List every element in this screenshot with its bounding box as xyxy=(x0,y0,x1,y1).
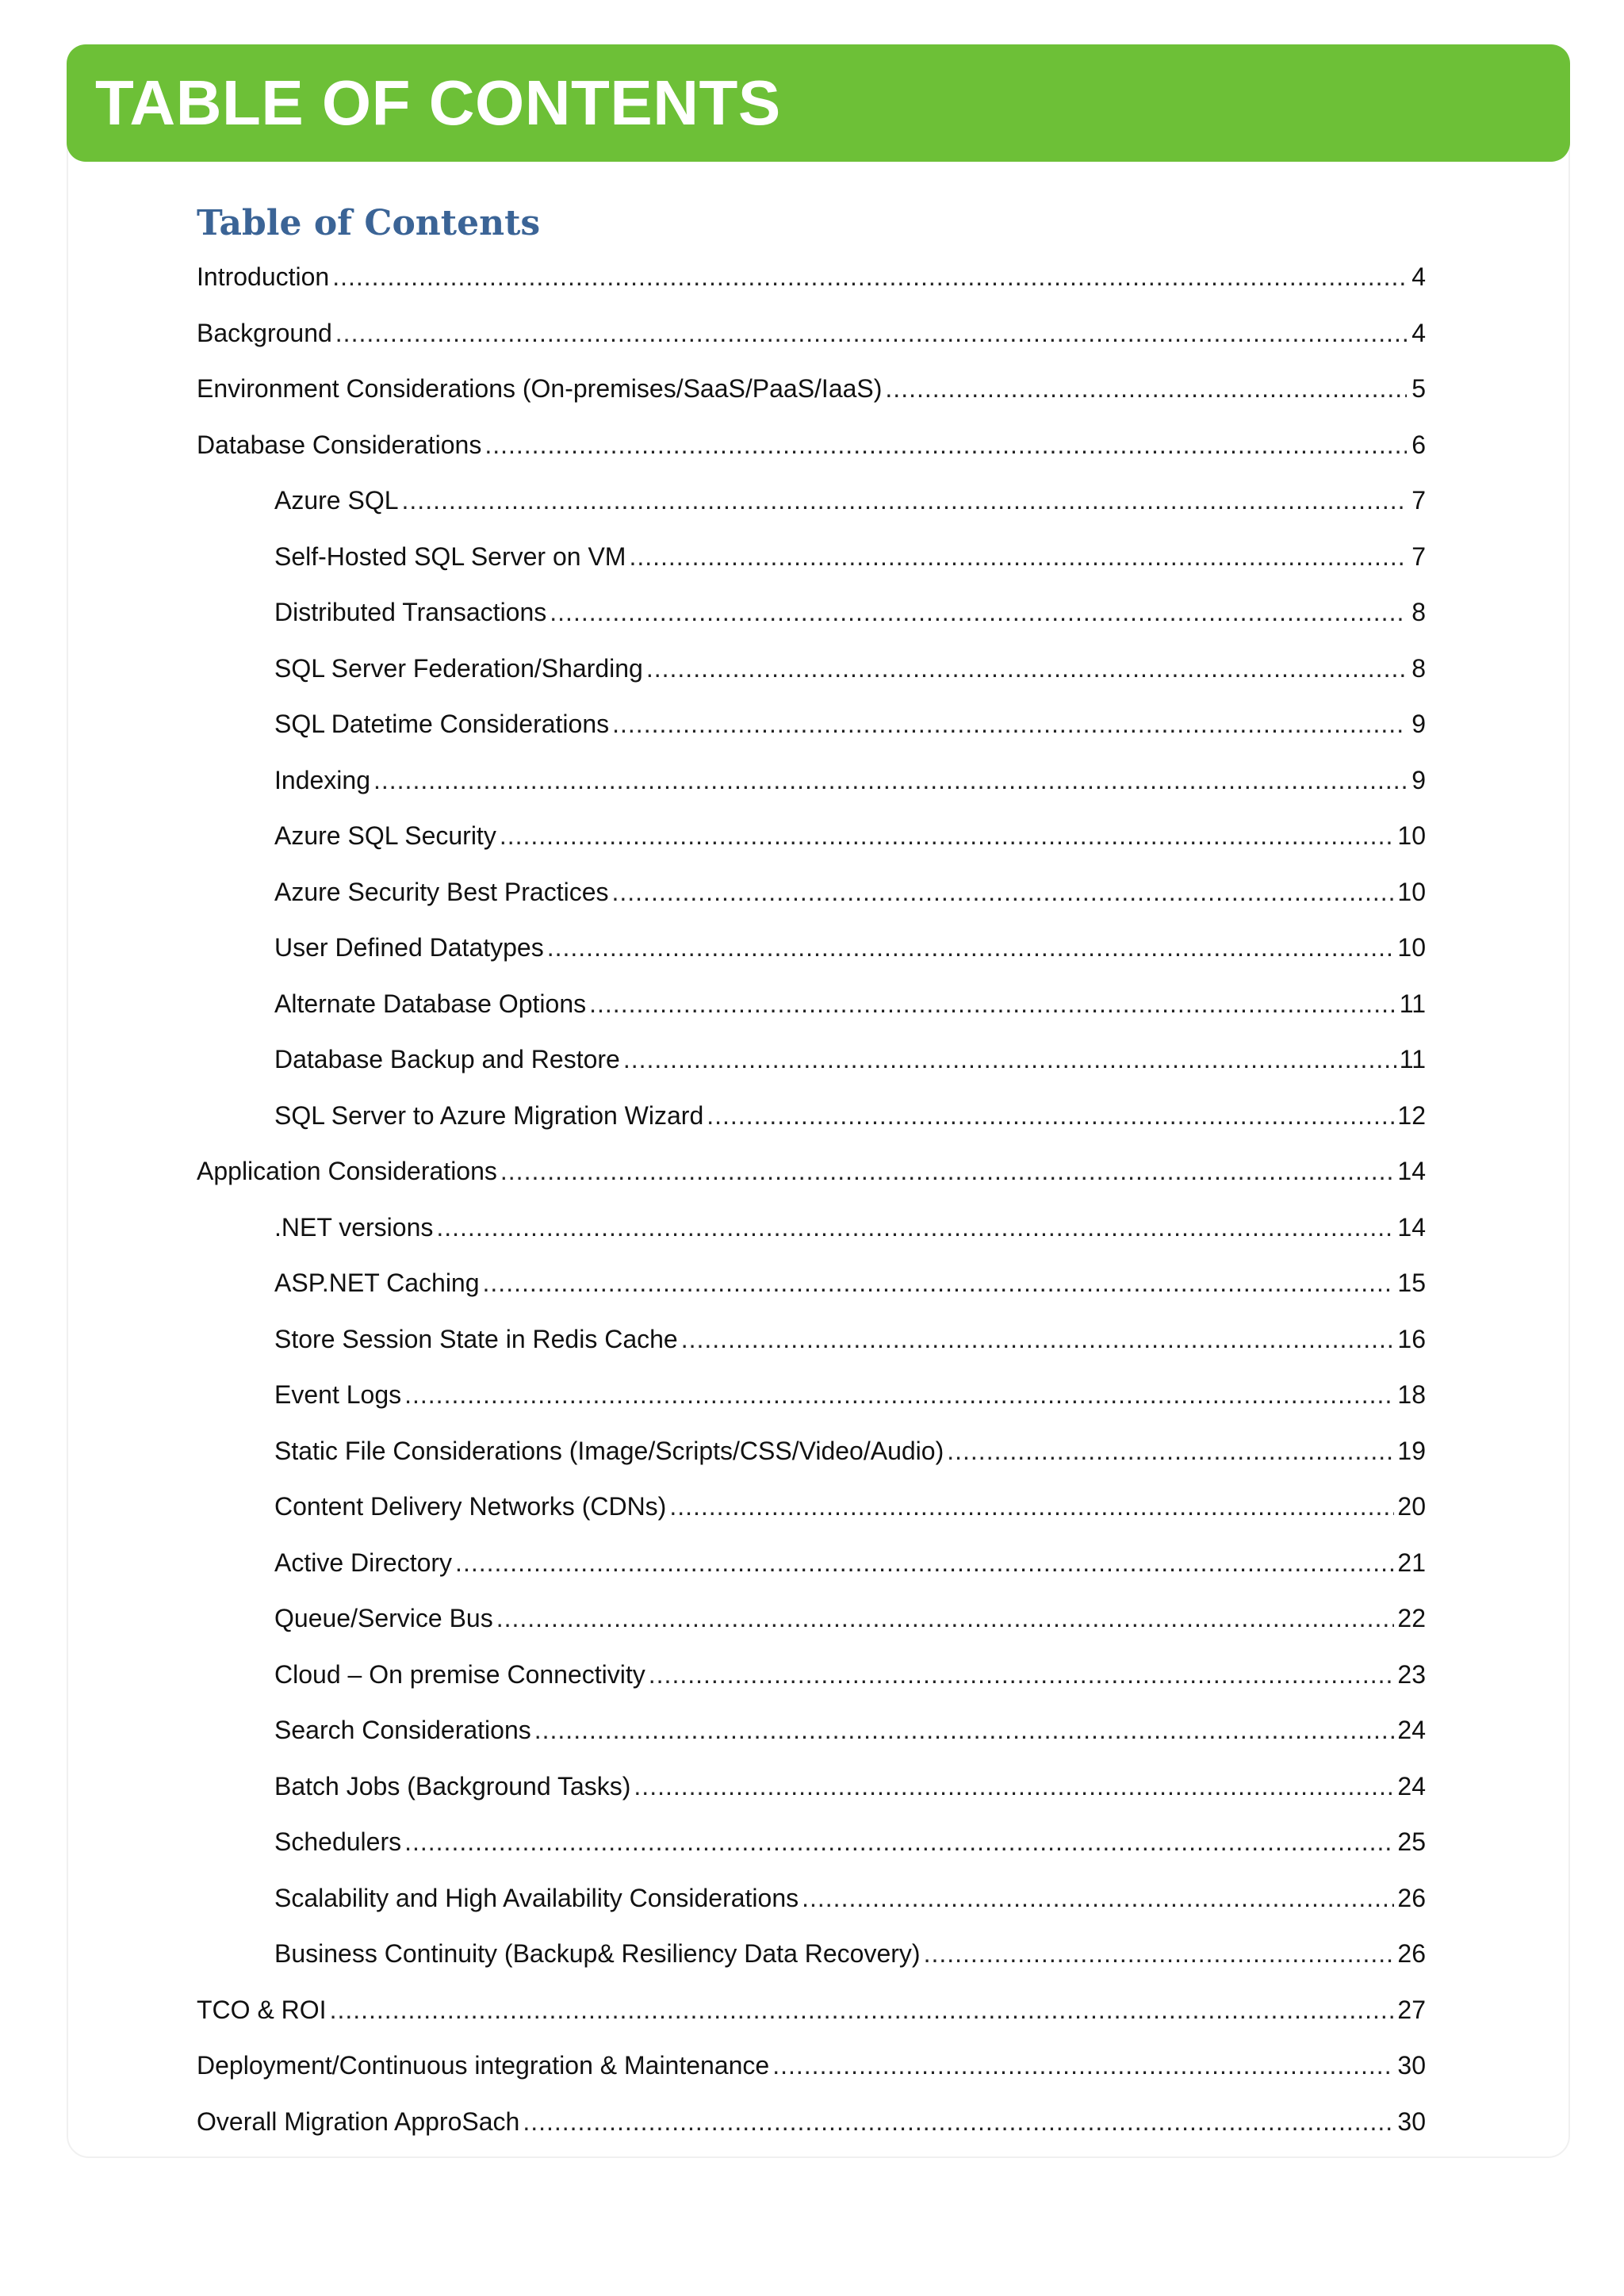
dot-leader xyxy=(404,1367,1394,1423)
dot-leader xyxy=(634,1758,1394,1815)
toc-entry[interactable] xyxy=(197,976,1426,1032)
dot-leader xyxy=(669,1479,1394,1535)
dot-leader xyxy=(436,1200,1394,1256)
toc-entry-title[interactable]: Distributed Transactions xyxy=(274,598,547,626)
toc-entry[interactable] xyxy=(197,1479,1426,1535)
dot-leader xyxy=(802,1870,1394,1927)
dot-leader xyxy=(455,1535,1394,1591)
toc-entry-title[interactable]: Search Considerations xyxy=(274,1716,531,1744)
toc-entry[interactable] xyxy=(197,1088,1426,1144)
dot-leader xyxy=(772,2038,1394,2094)
toc-entry-title[interactable]: Static File Considerations (Image/Scripts/CSS/Video/Audio) xyxy=(274,1436,944,1465)
toc-entry-page-number[interactable]: 6 xyxy=(1411,430,1426,459)
toc-entry-title[interactable]: Store Session State in Redis Cache xyxy=(274,1324,678,1353)
toc-entry-page-number[interactable]: 4 xyxy=(1411,318,1426,347)
toc-entry-page-number[interactable]: 12 xyxy=(1397,1100,1426,1130)
toc-entry-page-number[interactable]: 14 xyxy=(1397,1212,1426,1242)
dot-leader xyxy=(402,473,1407,529)
toc-entry-title[interactable]: Application Considerations xyxy=(197,1157,497,1185)
toc-entry-page-number[interactable]: 26 xyxy=(1397,1883,1426,1912)
toc-entry-title[interactable]: .NET versions xyxy=(274,1212,434,1242)
toc-entry-title[interactable]: User Defined Datatypes xyxy=(274,933,544,962)
toc-entry-page-number[interactable]: 10 xyxy=(1397,877,1426,906)
table-of-contents xyxy=(197,201,1426,2149)
dot-leader xyxy=(373,752,1407,809)
toc-entry[interactable] xyxy=(197,1535,1426,1591)
toc-entry-page-number[interactable]: 11 xyxy=(1399,989,1426,1018)
toc-entry[interactable] xyxy=(197,2094,1426,2150)
header-banner xyxy=(67,44,1570,162)
toc-entry[interactable] xyxy=(197,417,1426,473)
toc-entry-page-number[interactable]: 30 xyxy=(1397,2051,1426,2080)
toc-entry-page-number[interactable]: 11 xyxy=(1399,1045,1426,1073)
toc-entry-page-number[interactable]: 26 xyxy=(1397,1939,1426,1968)
toc-entry-title[interactable]: Scalability and High Availability Considerations xyxy=(274,1883,799,1912)
dot-leader xyxy=(629,529,1407,585)
toc-entry-page-number[interactable]: 24 xyxy=(1397,1716,1426,1744)
toc-entry-title[interactable]: TCO & ROI xyxy=(197,1995,327,2024)
toc-entry-title[interactable]: ASP.NET Caching xyxy=(274,1269,480,1297)
toc-entry-page-number[interactable]: 7 xyxy=(1411,486,1426,515)
toc-entry-title[interactable]: Deployment/Continuous integration & Maintenance xyxy=(197,2051,770,2080)
toc-entry[interactable] xyxy=(197,2038,1426,2094)
toc-entry-title[interactable]: SQL Server Federation/Sharding xyxy=(274,653,643,683)
dot-leader xyxy=(612,696,1407,752)
dot-leader xyxy=(681,1311,1395,1368)
toc-entry-title[interactable]: Event Logs xyxy=(274,1380,402,1409)
dot-leader xyxy=(707,1088,1394,1144)
toc-entry-page-number[interactable]: 14 xyxy=(1397,1157,1426,1185)
toc-entry-page-number[interactable]: 27 xyxy=(1397,1995,1426,2024)
toc-entry-title[interactable]: Database Backup and Restore xyxy=(274,1045,620,1073)
toc-entry-title[interactable]: SQL Datetime Considerations xyxy=(274,710,610,738)
toc-entry[interactable] xyxy=(197,1143,1426,1200)
dot-leader xyxy=(332,249,1407,305)
dot-leader xyxy=(550,584,1407,641)
toc-entry-title[interactable]: Overall Migration ApproSach xyxy=(197,2107,520,2136)
dot-leader xyxy=(547,920,1395,976)
toc-entry-title[interactable]: Active Directory xyxy=(274,1548,453,1577)
toc-entry[interactable] xyxy=(197,305,1426,362)
toc-entry-title[interactable]: SQL Server to Azure Migration Wizard xyxy=(274,1100,704,1130)
dot-leader xyxy=(646,641,1407,697)
toc-entry-title[interactable]: Self-Hosted SQL Server on VM xyxy=(274,541,626,571)
dot-leader xyxy=(523,2094,1394,2150)
toc-entry-title[interactable]: Content Delivery Networks (CDNs) xyxy=(274,1492,667,1521)
toc-list xyxy=(197,249,1426,2149)
toc-entry[interactable] xyxy=(197,1647,1426,1703)
toc-entry-page-number[interactable]: 16 xyxy=(1397,1324,1426,1353)
dot-leader xyxy=(589,976,1396,1032)
toc-entry[interactable] xyxy=(197,864,1426,920)
toc-entry-page-number[interactable]: 30 xyxy=(1397,2107,1426,2136)
dot-leader xyxy=(924,1926,1395,1982)
toc-entry[interactable] xyxy=(197,473,1426,529)
toc-entry-page-number[interactable]: 20 xyxy=(1397,1492,1426,1521)
toc-entry-title[interactable]: Schedulers xyxy=(274,1827,402,1856)
toc-entry-title[interactable]: Queue/Service Bus xyxy=(274,1604,493,1632)
toc-entry-page-number[interactable]: 5 xyxy=(1411,374,1426,403)
toc-entry[interactable] xyxy=(197,1311,1426,1368)
toc-entry[interactable] xyxy=(197,752,1426,809)
toc-entry[interactable] xyxy=(197,529,1426,585)
toc-entry-title[interactable]: Azure Security Best Practices xyxy=(274,877,609,906)
toc-entry-page-number[interactable]: 7 xyxy=(1411,541,1426,571)
toc-entry-title[interactable]: Azure SQL Security xyxy=(274,821,496,850)
toc-entry[interactable] xyxy=(197,1702,1426,1758)
dot-leader xyxy=(496,1590,1395,1647)
toc-entry-page-number[interactable]: 10 xyxy=(1397,821,1426,850)
toc-entry[interactable] xyxy=(197,1814,1426,1870)
toc-entry-page-number[interactable]: 8 xyxy=(1411,653,1426,683)
toc-entry-title[interactable]: Batch Jobs (Background Tasks) xyxy=(274,1771,631,1800)
toc-entry[interactable] xyxy=(197,361,1426,417)
dot-leader xyxy=(623,1031,1396,1088)
toc-entry-title[interactable]: Alternate Database Options xyxy=(274,989,587,1018)
toc-entry[interactable] xyxy=(197,249,1426,305)
toc-entry[interactable] xyxy=(197,1367,1426,1423)
toc-entry-page-number[interactable]: 15 xyxy=(1397,1269,1426,1297)
banner-title: TABLE OF CONTENTS xyxy=(95,67,781,138)
toc-entry[interactable] xyxy=(197,1200,1426,1256)
toc-entry[interactable] xyxy=(197,1590,1426,1647)
toc-entry-page-number[interactable]: 10 xyxy=(1397,933,1426,962)
toc-entry-title[interactable]: Cloud – On premise Connectivity xyxy=(274,1659,645,1689)
dot-leader xyxy=(500,1143,1395,1200)
toc-entry[interactable] xyxy=(197,920,1426,976)
dot-leader xyxy=(485,417,1407,473)
dot-leader xyxy=(534,1702,1395,1758)
toc-entry[interactable] xyxy=(197,1758,1426,1815)
dot-leader xyxy=(611,864,1394,920)
toc-entry[interactable] xyxy=(197,1870,1426,1927)
toc-entry-title[interactable]: Indexing xyxy=(274,765,370,794)
toc-entry[interactable] xyxy=(197,584,1426,641)
toc-entry-title[interactable]: Business Continuity (Backup& Resiliency Data Recovery) xyxy=(274,1939,921,1968)
toc-entry-title[interactable]: Introduction xyxy=(197,262,330,291)
dot-leader xyxy=(404,1814,1394,1870)
toc-entry-page-number[interactable]: 23 xyxy=(1397,1659,1426,1689)
toc-entry-title[interactable]: Azure SQL xyxy=(274,486,399,515)
toc-entry-title[interactable]: Background xyxy=(197,318,332,347)
dot-leader xyxy=(885,361,1407,417)
dot-leader xyxy=(330,1982,1395,2038)
toc-entry[interactable] xyxy=(197,1031,1426,1088)
toc-entry[interactable] xyxy=(197,1982,1426,2038)
toc-entry[interactable] xyxy=(197,641,1426,697)
dot-leader xyxy=(649,1647,1395,1703)
dot-leader xyxy=(483,1255,1395,1311)
toc-entry-page-number[interactable]: 4 xyxy=(1411,262,1426,291)
toc-entry[interactable] xyxy=(197,1255,1426,1311)
toc-entry-page-number[interactable]: 9 xyxy=(1411,710,1426,738)
toc-entry-page-number[interactable]: 24 xyxy=(1397,1771,1426,1800)
dot-leader xyxy=(947,1423,1394,1479)
dot-leader xyxy=(500,808,1395,864)
toc-entry-page-number[interactable]: 22 xyxy=(1397,1604,1426,1632)
toc-entry[interactable] xyxy=(197,1926,1426,1982)
toc-entry-page-number[interactable]: 19 xyxy=(1397,1436,1426,1465)
toc-entry-page-number[interactable]: 8 xyxy=(1411,598,1426,626)
toc-entry[interactable] xyxy=(197,696,1426,752)
toc-entry[interactable] xyxy=(197,1423,1426,1479)
toc-entry[interactable] xyxy=(197,808,1426,864)
toc-entry-title[interactable]: Environment Considerations (On-premises/SaaS/PaaS/IaaS) xyxy=(197,374,883,403)
dot-leader xyxy=(335,305,1407,362)
toc-entry-page-number[interactable]: 18 xyxy=(1397,1380,1426,1409)
toc-entry-page-number[interactable]: 9 xyxy=(1411,765,1426,794)
toc-entry-title[interactable]: Database Considerations xyxy=(197,430,482,459)
toc-heading: Table of Contents xyxy=(197,203,541,243)
toc-entry-page-number[interactable]: 25 xyxy=(1397,1827,1426,1856)
toc-entry-page-number[interactable]: 21 xyxy=(1397,1548,1426,1577)
